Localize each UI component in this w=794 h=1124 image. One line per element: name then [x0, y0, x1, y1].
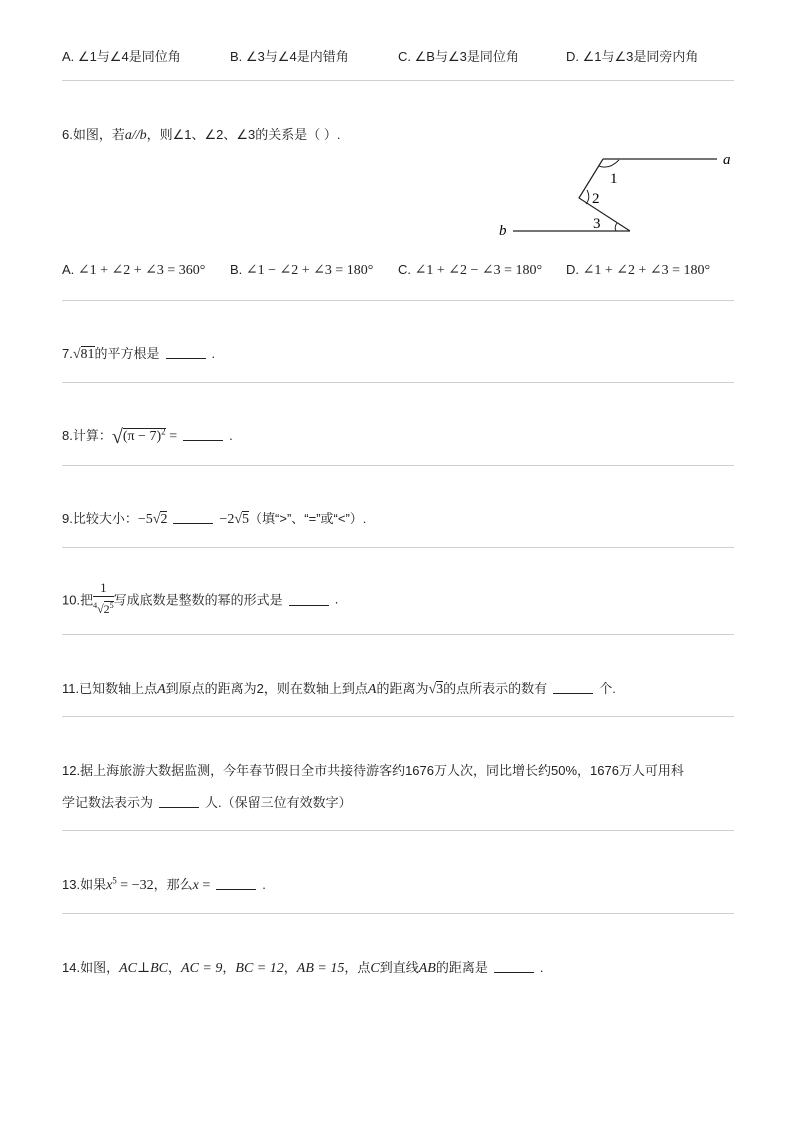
- question-13: 13.如果$x^5 = -32$，那么x = .: [62, 875, 266, 893]
- label-2: 2: [592, 191, 600, 207]
- q5-option-b: B. ∠3与∠4是内错角: [230, 49, 349, 64]
- q5-option-a: A. ∠1与∠4是同位角: [62, 49, 181, 64]
- divider: [62, 830, 734, 831]
- answer-blank[interactable]: [494, 960, 534, 973]
- question-10: 10.把 $\frac{1}{^4√2^5}$ 写成底数是整数的幂的形式是 .: [62, 580, 339, 616]
- question-6-stem: 6.如图，若a//b，则∠1、∠2、∠3的关系是（ ）.: [62, 127, 341, 143]
- label-3: 3: [593, 216, 601, 232]
- answer-blank[interactable]: [166, 346, 206, 359]
- question-12-line2: 学记数法表示为 人.（保留三位有效数字）: [62, 795, 352, 810]
- label-1: 1: [610, 171, 618, 187]
- fraction: $\frac{1}{^4√2^5}$: [93, 580, 114, 616]
- q6-option-d: D. ∠1 + ∠2 + ∠3 = 180°: [566, 262, 711, 278]
- divider: [62, 80, 734, 81]
- question-7: 7.√81的平方根是 .: [62, 346, 216, 362]
- divider: [62, 634, 734, 635]
- answer-blank[interactable]: [173, 511, 213, 524]
- divider: [62, 465, 734, 466]
- divider: [62, 716, 734, 717]
- divider: [62, 300, 734, 301]
- parallel-lines-figure: [495, 148, 740, 240]
- answer-blank[interactable]: [553, 681, 593, 694]
- question-14: 14.如图，AC⊥BC，AC = 9，BC = 12，AB = 15，点C到直线AB的距离是 .: [62, 960, 544, 976]
- label-a: a: [723, 152, 731, 168]
- label-b: b: [499, 223, 507, 239]
- question-12-line1: 12.据上海旅游大数据监测，今年春节假日全市共接待游客约1676万人次，同比增长约50%，1676万人可用科: [62, 763, 684, 778]
- q5-option-c: C. ∠B与∠3是同位角: [398, 49, 519, 64]
- answer-blank[interactable]: [216, 877, 256, 890]
- q6-option-c: C. ∠1 + ∠2 − ∠3 = 180°: [398, 262, 543, 278]
- q6-option-b: B. ∠1 − ∠2 + ∠3 = 180°: [230, 262, 374, 278]
- question-11: 11.已知数轴上点A到原点的距离为2，则在数轴上到点A的距离为√3的点所表示的数有 个.: [62, 681, 616, 697]
- divider: [62, 913, 734, 914]
- divider: [62, 382, 734, 383]
- question-8: 8.计算：$√(\pi - 7)^2$ = .: [62, 426, 233, 448]
- answer-blank[interactable]: [289, 593, 329, 606]
- q6-option-a: A. ∠1 + ∠2 + ∠3 = 360°: [62, 262, 206, 278]
- answer-blank[interactable]: [183, 428, 223, 441]
- q5-option-d: D. ∠1与∠3是同旁内角: [566, 49, 699, 64]
- divider: [62, 547, 734, 548]
- question-9: 9.比较大小：−5√2 −2√5（填“>”、“=”或“<”）.: [62, 511, 367, 527]
- answer-blank[interactable]: [159, 795, 199, 808]
